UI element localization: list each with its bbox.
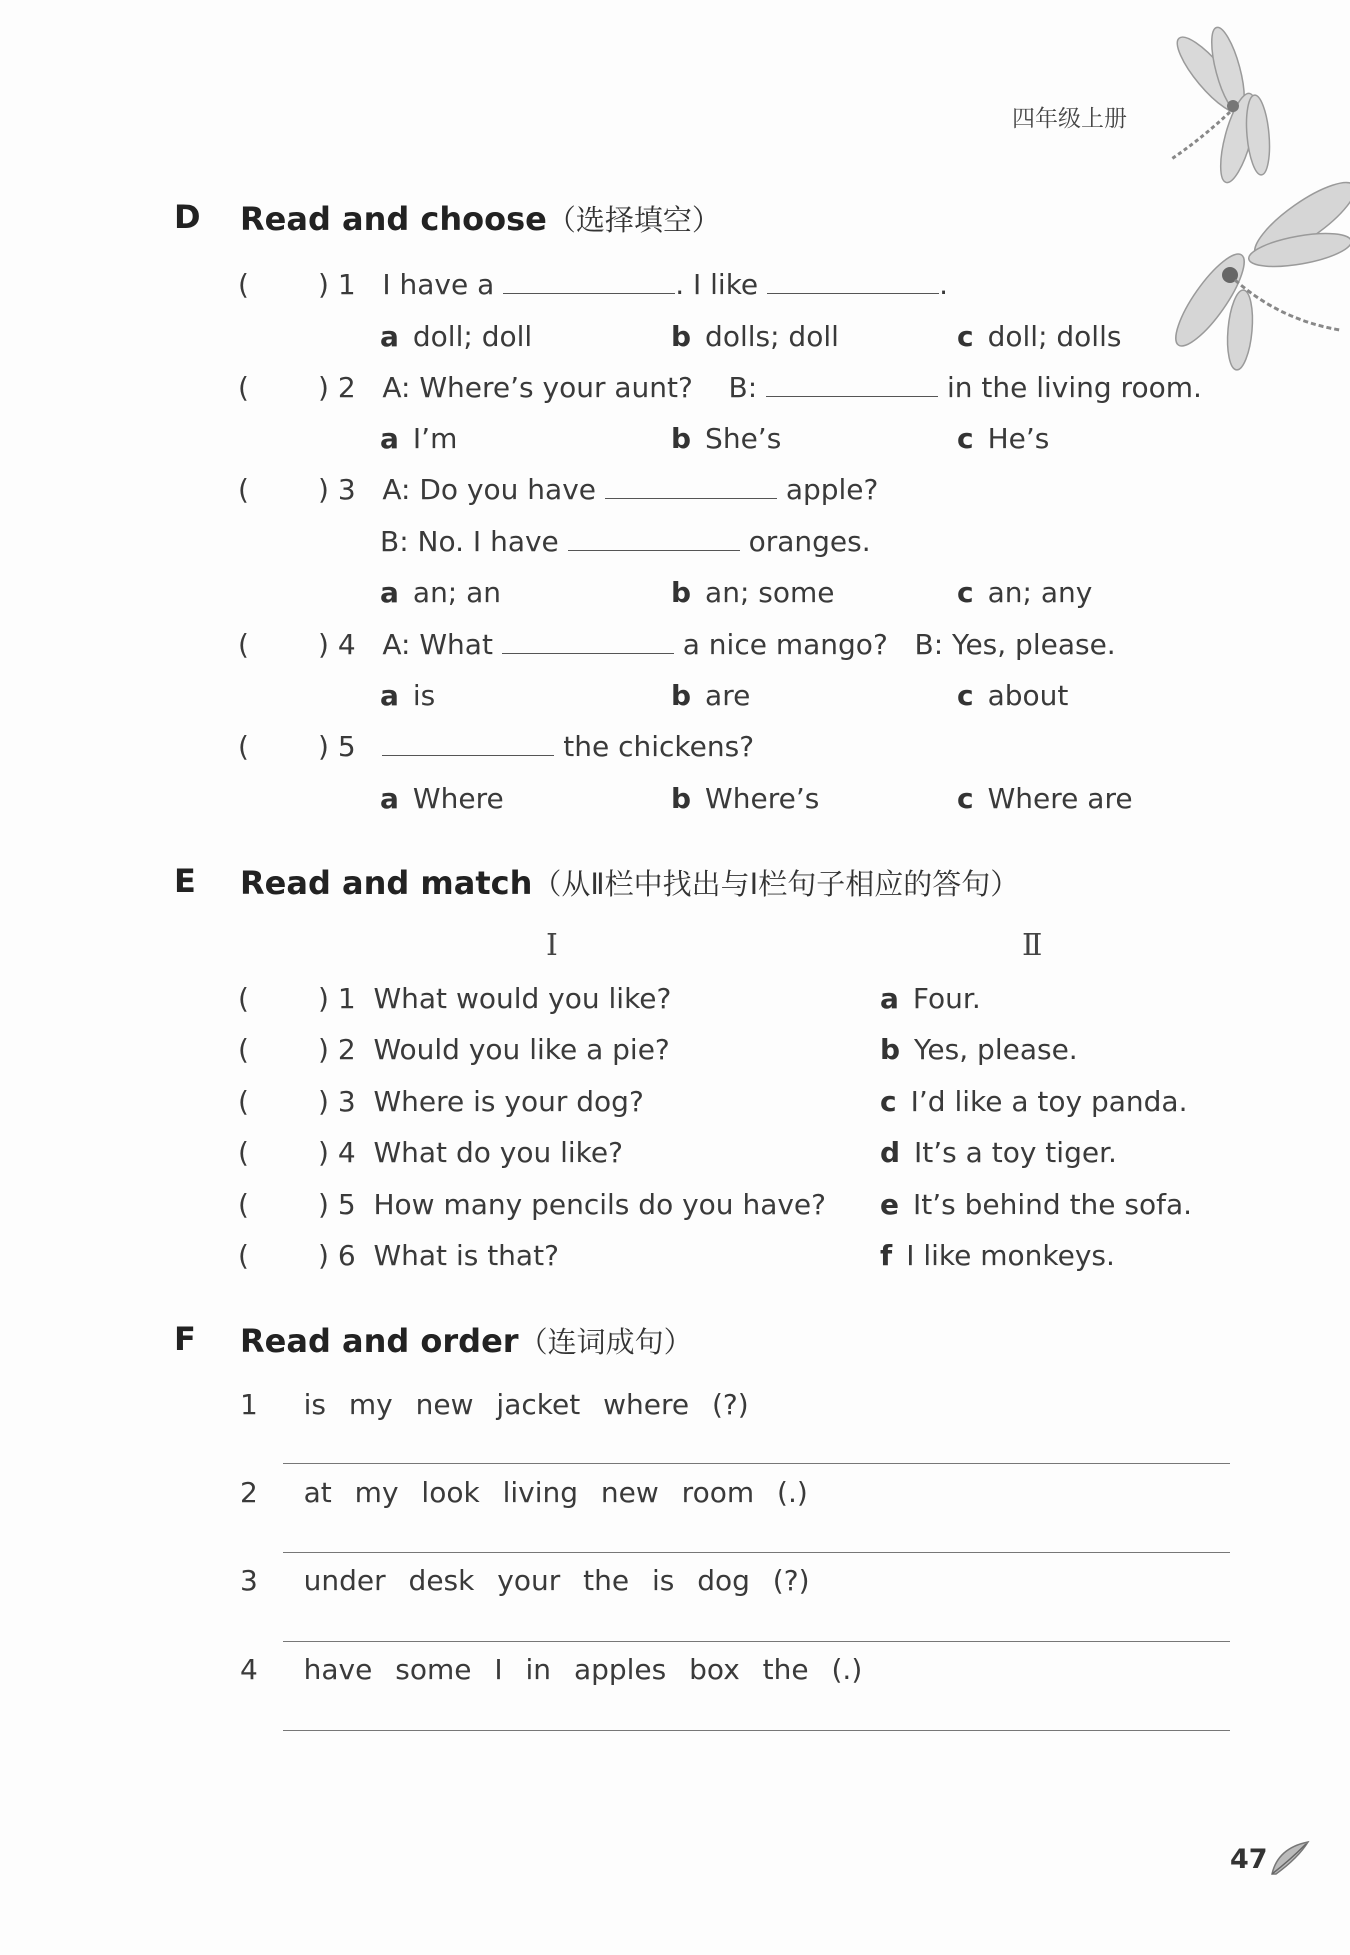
match-question-5: ) 5 How many pencils do you have?: [318, 1188, 827, 1221]
match-answer-b: b Yes, please.: [880, 1033, 1078, 1066]
section-f-title-cn: （连词成句）: [518, 1325, 693, 1359]
answer-line-3[interactable]: [283, 1641, 1230, 1642]
section-d-letter: D: [174, 198, 201, 236]
question-d3: ) 3 A: Do you have apple?: [318, 473, 879, 506]
column-1-header: Ⅰ: [546, 928, 558, 963]
answer-line-1[interactable]: [283, 1463, 1230, 1464]
match-question-4: ) 4 What do you like?: [318, 1136, 623, 1169]
section-f-letter: F: [174, 1320, 196, 1358]
option-d4-a: a is: [380, 679, 436, 712]
section-f-title: [240, 1320, 693, 1361]
match-answer-e: e It’s behind the sofa.: [880, 1188, 1193, 1221]
answer-paren: (: [238, 268, 249, 301]
match-question-1: ) 1 What would you like?: [318, 982, 672, 1015]
match-question-2: ) 2 Would you like a pie?: [318, 1033, 670, 1066]
option-d5-a: a Where: [380, 782, 504, 815]
match-answer-a: a Four.: [880, 982, 981, 1015]
page-number: 47: [1230, 1844, 1268, 1875]
option-d2-b: b She’s: [671, 422, 782, 455]
order-item-4: 4 have some I in apples box the (.): [240, 1653, 863, 1686]
question-d3-line2: B: No. I have oranges.: [380, 525, 871, 558]
section-f-title-en: Read and order: [240, 1322, 519, 1360]
fill-blank[interactable]: [568, 530, 740, 551]
answer-paren: (: [238, 473, 249, 506]
fill-blank[interactable]: [605, 478, 777, 499]
answer-line-4[interactable]: [283, 1730, 1230, 1731]
column-2-header: Ⅱ: [1022, 928, 1043, 963]
fill-blank[interactable]: [382, 735, 554, 756]
order-item-1: 1 is my new jacket where (?): [240, 1388, 749, 1421]
option-d3-b: b an; some: [671, 576, 835, 609]
option-d5-c: c Where are: [957, 782, 1133, 815]
fill-blank[interactable]: [766, 376, 938, 397]
answer-paren: (: [238, 371, 249, 404]
question-d2: ) 2 A: Where’s your aunt? B: in the living room.: [318, 371, 1202, 404]
answer-paren: (: [238, 1188, 249, 1221]
answer-paren: (: [238, 1239, 249, 1272]
option-d3-c: c an; any: [957, 576, 1093, 609]
section-e-title-en: Read and match: [240, 864, 533, 902]
leaf-icon: [1268, 1838, 1312, 1878]
order-item-2: 2 at my look living new room (.): [240, 1476, 808, 1509]
order-item-3: 3 under desk your the is dog (?): [240, 1564, 810, 1597]
answer-paren: (: [238, 982, 249, 1015]
option-d2-c: c He’s: [957, 422, 1050, 455]
option-d2-a: a I’m: [380, 422, 458, 455]
option-d1-b: b dolls; doll: [671, 320, 839, 353]
section-e-title: [240, 862, 1019, 903]
option-d5-b: b Where’s: [671, 782, 820, 815]
fill-blank[interactable]: [502, 633, 674, 654]
fill-blank[interactable]: [767, 273, 939, 294]
dragonfly-decoration: [1140, 20, 1350, 380]
answer-paren: (: [238, 730, 249, 763]
section-d-title-en: Read and choose: [240, 200, 547, 238]
option-d3-a: a an; an: [380, 576, 502, 609]
match-question-3: ) 3 Where is your dog?: [318, 1085, 644, 1118]
option-d4-c: c about: [957, 679, 1069, 712]
grade-label: 四年级上册: [1012, 106, 1127, 132]
option-d4-b: b are: [671, 679, 751, 712]
answer-paren: (: [238, 1033, 249, 1066]
match-answer-d: d It’s a toy tiger.: [880, 1136, 1117, 1169]
option-d1-a: a doll; doll: [380, 320, 533, 353]
question-d5: ) 5 the chickens?: [318, 730, 755, 763]
match-answer-c: c I’d like a toy panda.: [880, 1085, 1188, 1118]
section-e-title-cn: （从Ⅱ栏中找出与Ⅰ栏句子相应的答句）: [532, 867, 1020, 901]
question-d4: ) 4 A: What a nice mango? B: Yes, please.: [318, 628, 1116, 661]
option-d1-c: c doll; dolls: [957, 320, 1122, 353]
answer-line-2[interactable]: [283, 1552, 1230, 1553]
section-e-letter: E: [174, 862, 196, 900]
match-answer-f: f I like monkeys.: [880, 1239, 1115, 1272]
fill-blank[interactable]: [503, 273, 675, 294]
section-d-title: [240, 198, 721, 239]
question-d1: ) 1 I have a . I like .: [318, 268, 948, 301]
section-d-title-cn: （选择填空）: [546, 203, 721, 237]
answer-paren: (: [238, 1136, 249, 1169]
answer-paren: (: [238, 1085, 249, 1118]
answer-paren: (: [238, 628, 249, 661]
match-question-6: ) 6 What is that?: [318, 1239, 559, 1272]
